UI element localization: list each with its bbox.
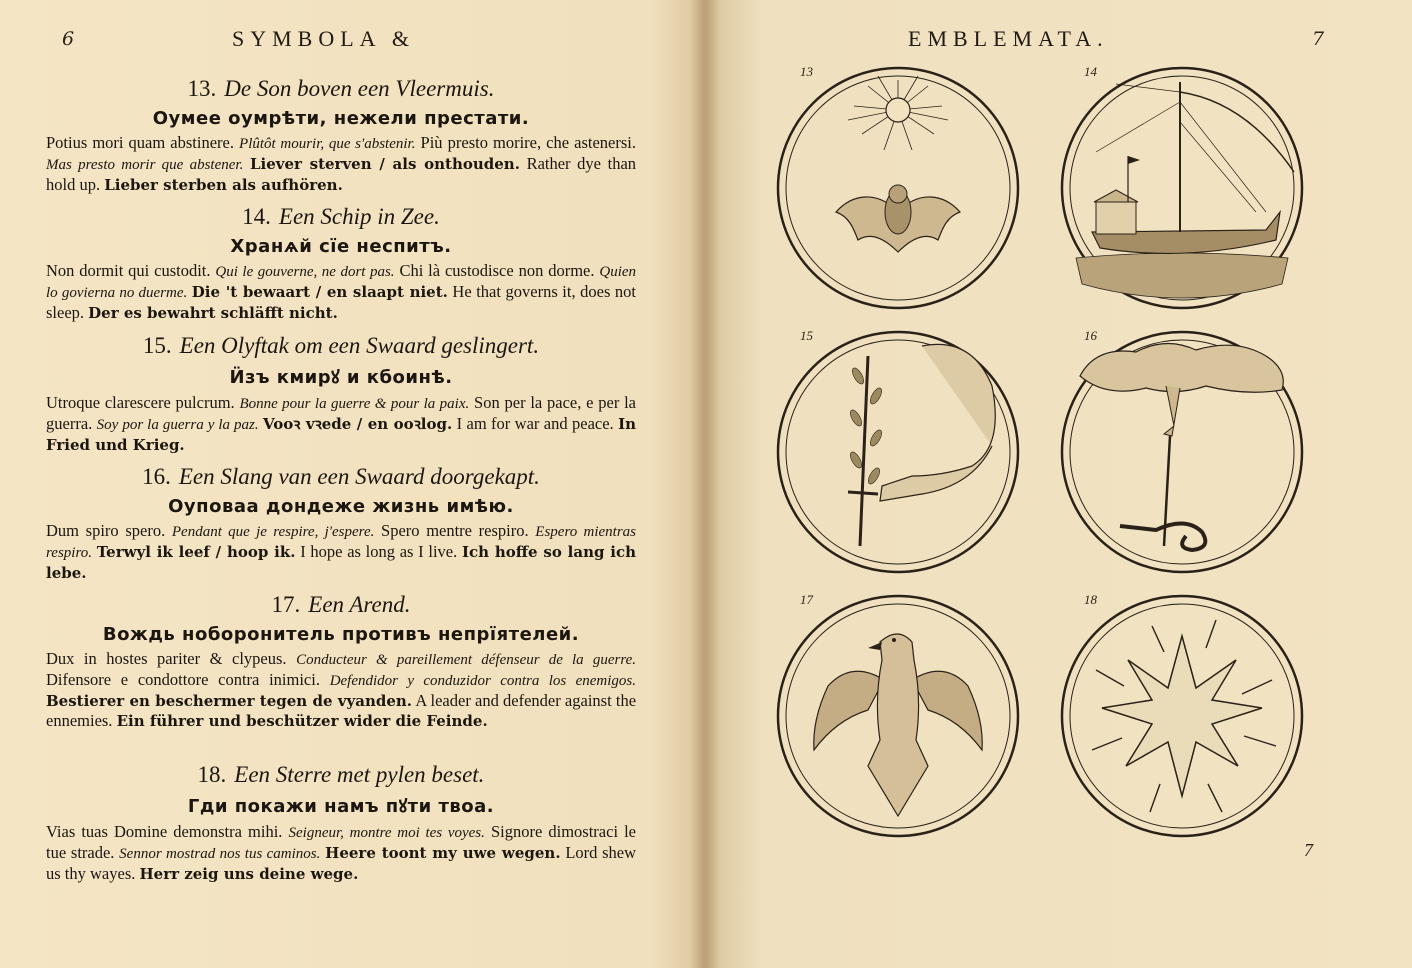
entry-slavonic-motto: Ӥзъ кмирꙋ и кбоинѣ. xyxy=(229,367,453,388)
entry-translations: Utroque clarescere pulcrum. Bonne pour la guerre & pour la paix. Son per la pace, e per la guerra. Soy por la guerra y la paz. Vooꝛ vꝛede / en ooꝛlog. I am for war and peace. In Fried und Krieg. xyxy=(46,393,636,454)
entry-14 xyxy=(46,204,636,323)
right-running-head: EMBLEMATA. xyxy=(908,26,1109,51)
left-page xyxy=(0,0,700,968)
entry-translations: Dux in hostes pariter & clypeus. Conducteur & pareillement défenseur de la guerre. Difensore e condottore contra inimici. Defendidor y conduzidor contra los enemigos. Bestierer en beschermer tegen de vyanden. A leader and defender against the ennemies. Ein führer und beschützer wider die Feinde. xyxy=(46,649,637,730)
entry-title: 18. Een Sterre met pylen beset. xyxy=(197,762,485,787)
eagle-icon xyxy=(772,590,1024,842)
sword-cutting-snake-icon xyxy=(1056,326,1308,578)
medallion-17: 17 xyxy=(772,590,1024,842)
entry-slavonic-motto: Оуповаа дондеже жизнь имѣю. xyxy=(168,496,514,517)
star-with-arrows-icon xyxy=(1056,590,1308,842)
entry-17 xyxy=(46,592,636,731)
left-folio: 6 xyxy=(62,28,75,50)
entry-translations: Vias tuas Domine demonstra mihi. Seigneur, montre moi tes voyes. Signore dimostraci le tue strade. Sennor mostrad nos tus caminos. Heere toont my uwe wegen. Lord shew us thy wayes. Herr zeig uns deine wege. xyxy=(46,822,637,883)
entry-translations: Potius mori quam abstinere. Plûtôt mourir, que s'abstenir. Più presto morire, che astenersi. Mas presto morir que abstener. Liever sterven / als onthouden. Rather dye than hold up. Lieber sterben als aufhören. xyxy=(46,133,637,194)
medallion-18: 18 xyxy=(1056,590,1308,842)
medallion-13: 13 xyxy=(772,62,1024,314)
entry-slavonic-motto: Оумее оумрѣти, нежели престати. xyxy=(152,108,530,129)
medallion-14: 14 xyxy=(1056,62,1308,314)
entry-slavonic-motto: Хранѧй сїе неспитъ. xyxy=(230,236,452,257)
right-folio: 7 xyxy=(1312,28,1325,50)
medallion-16: 16 xyxy=(1056,326,1308,578)
entry-16 xyxy=(46,464,636,583)
left-running-head: SYMBOLA & xyxy=(232,26,415,51)
right-page xyxy=(712,0,1412,968)
entry-translations: Dum spiro spero. Pendant que je respire, j'espere. Spero mentre respiro. Espero mientras respiro. Terwyl ik leef / hoop ik. I hope as long as I live. Ich hoffe so lang ich lebe. xyxy=(46,521,637,582)
entry-title: 17. Een Arend. xyxy=(271,592,411,617)
olive-branch-sword-icon xyxy=(772,326,1024,578)
sun-over-bat-icon xyxy=(772,62,1024,314)
entry-title: 13. De Son boven een Vleermuis. xyxy=(187,76,495,101)
entry-18 xyxy=(46,762,636,884)
entry-13 xyxy=(46,76,636,195)
plate-number: 7 xyxy=(1304,840,1313,860)
entry-title: 16. Een Slang van een Swaard doorgekapt. xyxy=(142,464,540,489)
entry-title: 14. Een Schip in Zee. xyxy=(242,204,440,229)
entry-title: 15. Een Olyftak om een Swaard geslingert. xyxy=(142,333,540,358)
medallion-15: 15 xyxy=(772,326,1024,578)
ship-at-sea-icon xyxy=(1056,62,1308,314)
entry-15 xyxy=(46,333,636,455)
entry-slavonic-motto: Гди покажи намъ пꙋти твоа. xyxy=(187,796,495,817)
entry-translations: Non dormit qui custodit. Qui le gouverne, ne dort pas. Chi là custodisce non dorme. Quien lo govierna no duerme. Die 't bewaart / en slaapt niet. He that governs it, does not sleep. Der es bewahrt schläfft nicht. xyxy=(46,261,637,322)
entry-slavonic-motto: Вождь ноборонитель противъ непрїятелей. xyxy=(102,624,580,645)
